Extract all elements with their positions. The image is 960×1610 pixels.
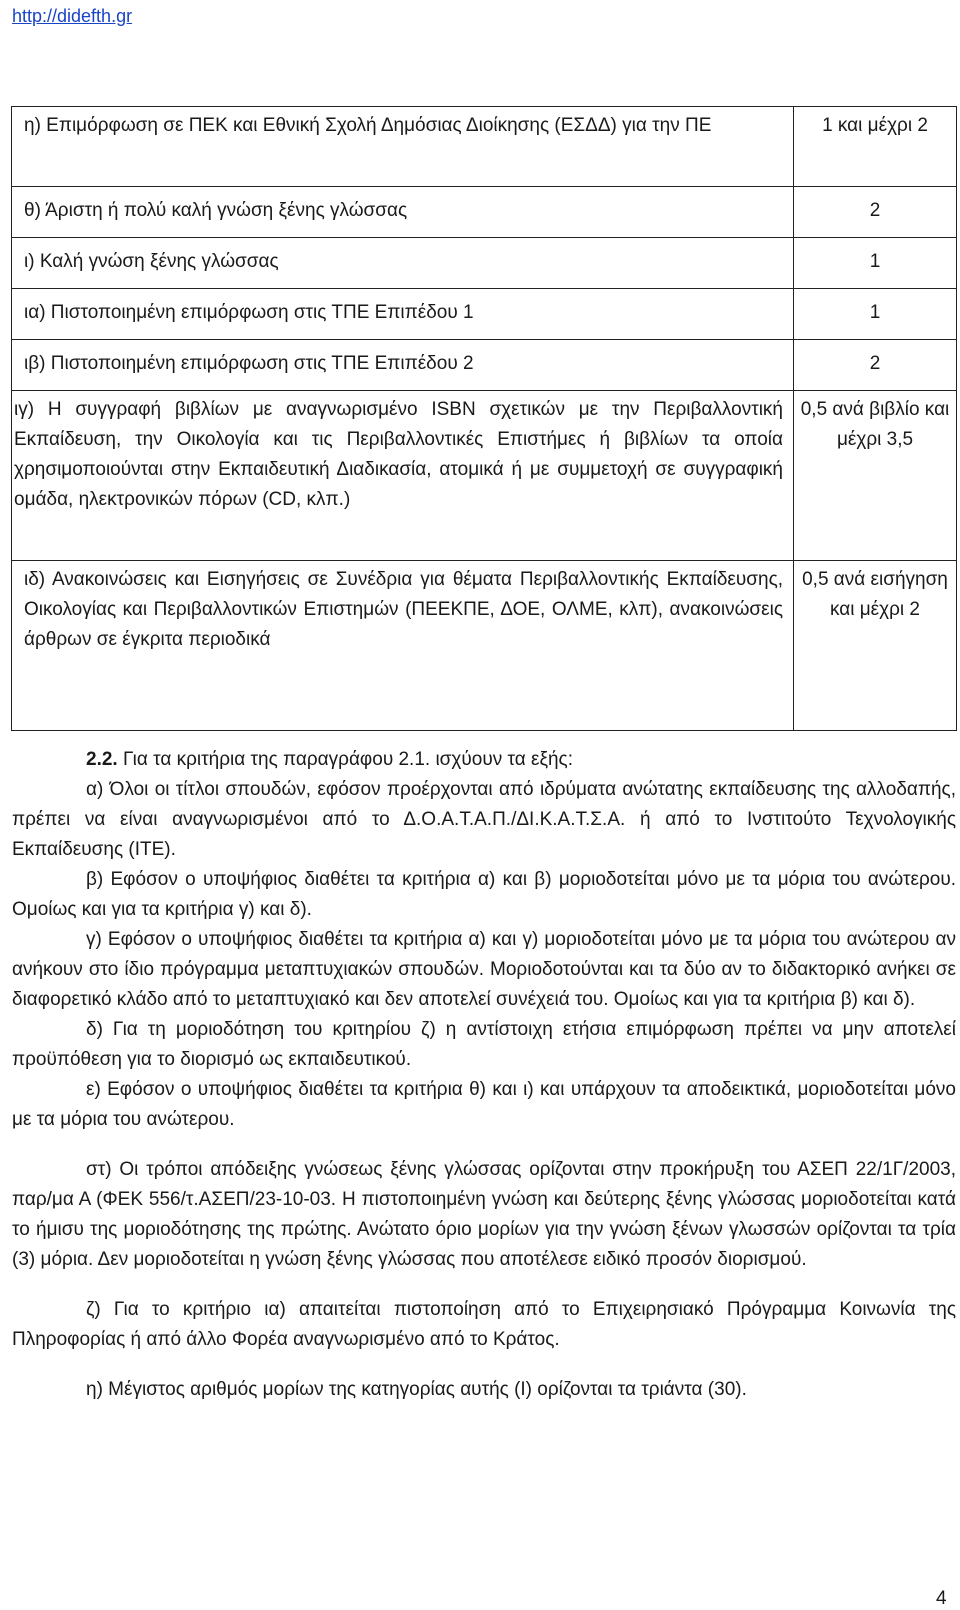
note-paragraph: δ) Για τη μοριοδότηση του κριτηρίου ζ) η αντίστοιχη ετήσια επιμόρφωση πρέπει να μην αποτελεί προϋπόθεση για το διορισμό ως εκπαιδευτικού. xyxy=(12,1019,956,1070)
table-row xyxy=(12,391,957,561)
table-row xyxy=(12,107,957,187)
note-paragraph: η) Μέγιστος αριθμός μορίων της κατηγορίας αυτής (Ι) ορίζονται τα τριάντα (30). xyxy=(86,1379,747,1400)
criterion-cell: ια) Πιστοποιημένη επιμόρφωση στις ΤΠΕ Επιπέδου 1 xyxy=(12,289,794,340)
note-paragraph: στ) Οι τρόποι απόδειξης γνώσεως ξένης γλώσσας ορίζονται στην προκήρυξη του ΑΣΕΠ 22/1Γ/2003, παρ/μα Α (ΦΕΚ 556/τ.ΑΣΕΠ/23-10-03. Η πιστοποιημένη γνώση και δεύτερης ξένης γλώσσας μοριοδοτείται κατά το ήμισυ της μοριοδότησης της πρώτης. Ανώτατο όριο μορίων για την γνώση ξένων γλωσσών ορίζονται τα τρία (3) μόρια. Δεν μοριοδοτείται η γνώση ξένης γλώσσας που αποτέλεσε ειδικό προσόν διορισμού. xyxy=(12,1159,956,1270)
table-row xyxy=(12,340,957,391)
criteria-notes xyxy=(12,745,956,1405)
points-cell: 1 xyxy=(794,289,957,340)
section-number: 2.2. xyxy=(86,749,118,770)
criterion-cell: ι) Καλή γνώση ξένης γλώσσας xyxy=(12,238,794,289)
points-cell: 0,5 ανά βιβλίο και μέχρι 3,5 xyxy=(794,391,957,561)
table-row xyxy=(12,238,957,289)
points-cell: 2 xyxy=(794,340,957,391)
points-table xyxy=(11,106,957,731)
criterion-cell: ιγ) Η συγγραφή βιβλίων με αναγνωρισμένο ISBN σχετικών με την Περιβαλλοντική Εκπαίδευση, την Οικολογία και τις Περιβαλλοντικές Επιστήμες ή βιβλίων τα οποία χρησιμοποιούνται στην Εκπαιδευτική Διαδικασία, ατομικά ή με συμμετοχή σε συγγραφική ομάδα, ηλεκτρονικών πόρων (CD, κλπ.) xyxy=(12,391,794,561)
note-paragraph: ε) Εφόσον ο υποψήφιος διαθέτει τα κριτήρια θ) και ι) και υπάρχουν τα αποδεικτικά, μοριοδοτείται μόνο με τα μόρια του ανώτερου. xyxy=(12,1079,956,1130)
page-number: 4 xyxy=(936,1588,947,1609)
section-heading xyxy=(12,745,956,775)
source-link[interactable]: http://didefth.gr xyxy=(12,6,133,26)
section-intro: Για τα κριτήρια της παραγράφου 2.1. ισχύουν τα εξής: xyxy=(117,749,573,770)
criterion-cell: ιδ) Ανακοινώσεις και Εισηγήσεις σε Συνέδρια για θέματα Περιβαλλοντικής Εκπαίδευσης, Οικολογίας και Περιβαλλοντικών Επιστημών (ΠΕΕΚΠΕ, ΔΟΕ, ΟΛΜΕ, κλπ), ανακοινώσεις άρθρων σε έγκριτα περιοδικά xyxy=(12,561,794,731)
points-cell: 1 xyxy=(794,238,957,289)
note-paragraph: γ) Εφόσον ο υποψήφιος διαθέτει τα κριτήρια α) και γ) μοριοδοτείται μόνο με τα μόρια του ανώτερου αν ανήκουν στο ίδιο πρόγραμμα μεταπτυχιακών σπουδών. Μοριοδοτούνται και τα δύο αν το διδακτορικό ανήκει σε διαφορετικό κλάδο από το μεταπτυχιακό και δεν αποτελεί συνέχειά του. Ομοίως και για τα κριτήρια β) και δ). xyxy=(12,929,956,1010)
table-row xyxy=(12,561,957,731)
criterion-cell: ιβ) Πιστοποιημένη επιμόρφωση στις ΤΠΕ Επιπέδου 2 xyxy=(12,340,794,391)
criterion-cell: η) Επιμόρφωση σε ΠΕΚ και Εθνική Σχολή Δημόσιας Διοίκησης (ΕΣΔΔ) για την ΠΕ xyxy=(12,107,794,187)
table-row xyxy=(12,187,957,238)
points-cell: 0,5 ανά εισήγηση και μέχρι 2 xyxy=(794,561,957,731)
note-paragraph: α) Όλοι οι τίτλοι σπουδών, εφόσον προέρχονται από ιδρύματα ανώτατης εκπαίδευσης της αλλοδαπής, πρέπει να είναι αναγνωρισμένοι από το Δ.Ο.Α.Τ.Α.Π./ΔΙ.Κ.Α.Τ.Σ.Α. ή από το Ινστιτούτο Τεχνολογικής Εκπαίδευσης (ΙΤΕ). xyxy=(12,779,956,860)
points-cell: 2 xyxy=(794,187,957,238)
table-row xyxy=(12,289,957,340)
note-paragraph: β) Εφόσον ο υποψήφιος διαθέτει τα κριτήρια α) και β) μοριοδοτείται μόνο με τα μόρια του ανώτερου. Ομοίως και για τα κριτήρια γ) και δ). xyxy=(12,869,956,920)
note-paragraph: ζ) Για το κριτήριο ια) απαιτείται πιστοποίηση από το Επιχειρησιακό Πρόγραμμα Κοινωνία της Πληροφορίας ή από άλλο Φορέα αναγνωρισμένο από το Κράτος. xyxy=(12,1299,956,1350)
points-cell: 1 και μέχρι 2 xyxy=(794,107,957,187)
criterion-cell: θ) Άριστη ή πολύ καλή γνώση ξένης γλώσσας xyxy=(12,187,794,238)
